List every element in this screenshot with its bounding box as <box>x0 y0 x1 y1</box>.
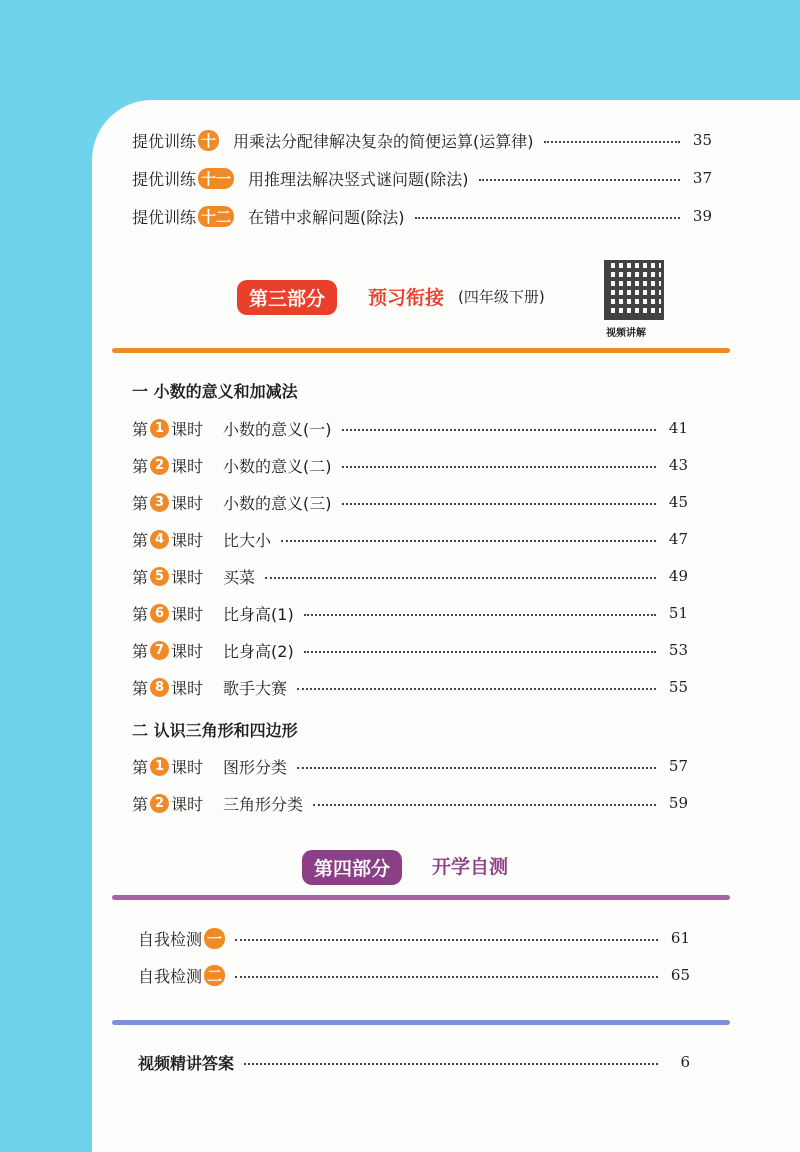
leader-dots <box>235 939 658 941</box>
qr-caption: 视频讲解 <box>606 328 646 339</box>
leader-dots <box>281 540 656 542</box>
entry-prefix: 提优训练 <box>132 131 197 151</box>
section-divider <box>112 1020 730 1025</box>
lesson-entry[interactable] <box>132 490 688 514</box>
lesson-title: 比大小 <box>223 530 272 550</box>
entry-number: 十 <box>198 130 219 151</box>
entry-prefix: 提优训练 <box>132 207 197 227</box>
lesson-number: 6 <box>150 604 169 623</box>
lesson-title: 买菜 <box>223 567 256 587</box>
lesson-prefix: 第 <box>132 493 149 513</box>
leader-dots <box>342 466 656 468</box>
leader-dots <box>297 767 656 769</box>
lesson-number: 3 <box>150 493 169 512</box>
part4-title: 开学自测 <box>432 856 509 878</box>
lesson-number: 1 <box>150 757 169 776</box>
lesson-number: 2 <box>150 794 169 813</box>
lesson-title: 三角形分类 <box>223 794 304 814</box>
toc-entry[interactable] <box>132 128 712 152</box>
test-number: 一 <box>204 928 225 949</box>
lesson-prefix: 第 <box>132 641 149 661</box>
section-divider <box>112 895 730 900</box>
part3-subtitle: (四年级下册) <box>458 288 545 306</box>
leader-dots <box>342 429 656 431</box>
lesson-prefix: 第 <box>132 567 149 587</box>
page-number: 57 <box>668 757 688 775</box>
lesson-title: 小数的意义(一) <box>223 419 332 439</box>
lesson-prefix: 第 <box>132 678 149 698</box>
lesson-suffix: 课时 <box>171 641 204 661</box>
page-number: 41 <box>668 419 688 437</box>
page-number: 37 <box>692 169 712 187</box>
part3-badge: 第三部分 <box>237 280 337 315</box>
toc-entry[interactable] <box>132 166 712 190</box>
lesson-suffix: 课时 <box>171 530 204 550</box>
lesson-number: 1 <box>150 419 169 438</box>
test-label: 自我检测 <box>138 966 203 986</box>
test-label: 自我检测 <box>138 929 203 949</box>
leader-dots <box>342 503 656 505</box>
lesson-suffix: 课时 <box>171 419 204 439</box>
leader-dots <box>304 651 656 653</box>
lesson-number: 5 <box>150 567 169 586</box>
lesson-suffix: 课时 <box>171 604 204 624</box>
lesson-entry[interactable] <box>132 675 688 699</box>
page-number: 59 <box>668 794 688 812</box>
lesson-number: 4 <box>150 530 169 549</box>
lesson-entry[interactable] <box>132 527 688 551</box>
entry-title: 在错中求解问题(除法) <box>248 207 405 227</box>
test-entry[interactable] <box>138 926 690 950</box>
entry-number: 十二 <box>198 206 234 227</box>
lesson-number: 8 <box>150 678 169 697</box>
leader-dots <box>265 577 656 579</box>
lesson-suffix: 课时 <box>171 456 204 476</box>
lesson-entry[interactable] <box>132 638 688 662</box>
answers-entry[interactable] <box>138 1050 690 1074</box>
page-number: 6 <box>680 1053 690 1071</box>
leader-dots <box>297 688 656 690</box>
page-number: 55 <box>668 678 688 696</box>
page-number: 53 <box>668 641 688 659</box>
lesson-number: 2 <box>150 456 169 475</box>
lesson-entry[interactable] <box>132 601 688 625</box>
leader-dots <box>244 1063 658 1065</box>
lesson-prefix: 第 <box>132 794 149 814</box>
leader-dots <box>479 179 680 181</box>
toc-entry[interactable] <box>132 204 712 228</box>
part3-title: 预习衔接 <box>368 287 445 309</box>
test-entry[interactable] <box>138 963 690 987</box>
entry-title: 用推理法解决竖式谜问题(除法) <box>248 169 469 189</box>
lesson-prefix: 第 <box>132 530 149 550</box>
test-number: 二 <box>204 965 225 986</box>
lesson-title: 歌手大赛 <box>223 678 288 698</box>
qr-code-icon[interactable] <box>604 260 664 320</box>
page-number: 47 <box>668 530 688 548</box>
lesson-title: 小数的意义(三) <box>223 493 332 513</box>
lesson-suffix: 课时 <box>171 794 204 814</box>
part4-badge: 第四部分 <box>302 850 402 885</box>
lesson-suffix: 课时 <box>171 493 204 513</box>
lesson-entry[interactable] <box>132 564 688 588</box>
unit-heading: 一 小数的意义和加减法 <box>132 381 298 401</box>
lesson-title: 小数的意义(二) <box>223 456 332 476</box>
answers-label: 视频精讲答案 <box>138 1053 235 1073</box>
leader-dots <box>415 217 680 219</box>
page-number: 65 <box>670 966 690 984</box>
lesson-number: 7 <box>150 641 169 660</box>
leader-dots <box>313 804 656 806</box>
lesson-entry[interactable] <box>132 416 688 440</box>
page-paper <box>92 100 800 1152</box>
lesson-suffix: 课时 <box>171 757 204 777</box>
page-number: 39 <box>692 207 712 225</box>
lesson-title: 图形分类 <box>223 757 288 777</box>
section-divider <box>112 348 730 353</box>
lesson-prefix: 第 <box>132 456 149 476</box>
unit-heading: 二 认识三角形和四边形 <box>132 720 298 740</box>
leader-dots <box>544 141 680 143</box>
lesson-entry[interactable] <box>132 754 688 778</box>
lesson-suffix: 课时 <box>171 678 204 698</box>
entry-title: 用乘法分配律解决复杂的简便运算(运算律) <box>233 131 534 151</box>
page-number: 51 <box>668 604 688 622</box>
lesson-title: 比身高(2) <box>223 641 294 661</box>
entry-prefix: 提优训练 <box>132 169 197 189</box>
lesson-title: 比身高(1) <box>223 604 294 624</box>
page-number: 45 <box>668 493 688 511</box>
lesson-suffix: 课时 <box>171 567 204 587</box>
leader-dots <box>235 976 658 978</box>
lesson-entry[interactable] <box>132 453 688 477</box>
entry-number: 十一 <box>198 168 234 189</box>
page-number: 49 <box>668 567 688 585</box>
lesson-entry[interactable] <box>132 791 688 815</box>
leader-dots <box>304 614 656 616</box>
lesson-prefix: 第 <box>132 757 149 777</box>
lesson-prefix: 第 <box>132 604 149 624</box>
page-number: 35 <box>692 131 712 149</box>
lesson-prefix: 第 <box>132 419 149 439</box>
page-number: 43 <box>668 456 688 474</box>
page-number: 61 <box>670 929 690 947</box>
